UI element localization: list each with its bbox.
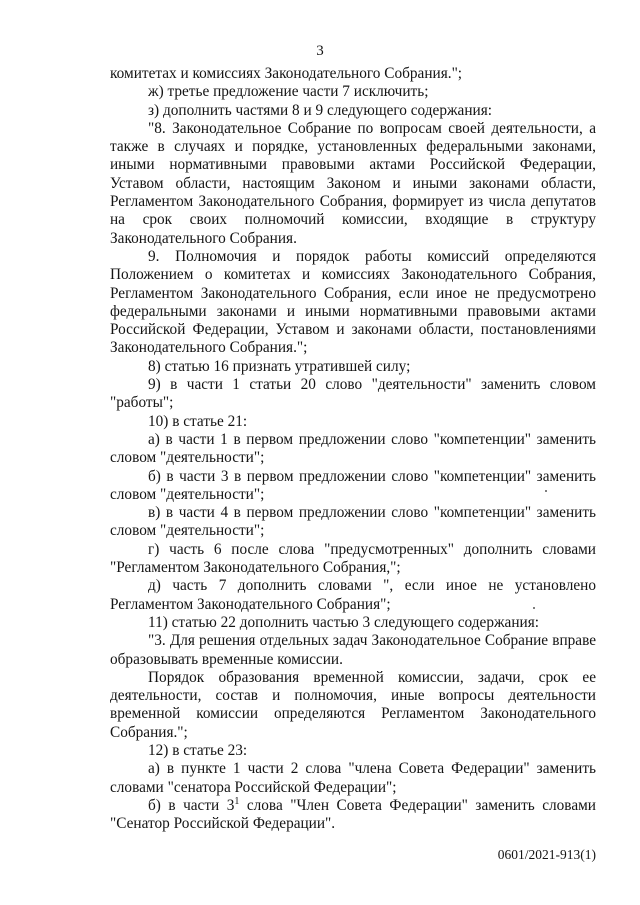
paragraph: Порядок образования временной комиссии, задачи, срок ее деятельности, состав и полномочия, иные вопросы деятельности временной комиссии определяются Регламентом Законодательного Собрания."; <box>110 668 596 741</box>
text-segment: слова "Член Совета Федерации" заменить словами "Сенатор Российской Федерации". <box>110 796 596 833</box>
paragraph: б) в части 3 в первом предложении слово "компетенции" заменить словом "деятельности"; <box>110 467 596 503</box>
paragraph: "3. Для решения отдельных задач Законодательное Собрание вправе образовывать временные комиссии. <box>110 632 596 668</box>
superscript: 1 <box>234 795 240 807</box>
scan-speck <box>545 490 547 492</box>
paragraph: з) дополнить частями 8 и 9 следующего содержания: <box>148 101 492 119</box>
paragraph: 9. Полномочия и порядок работы комиссий определяются Положением о комитетах и комиссиях Законодательного Собрания, Регламентом Законодательного Собрания, если иное не предусмотрено федеральными законами и иными нормативными правовыми актами Российской Федерации, Уставом и законами области, постановлениями Законодательного Собрания."; <box>110 247 596 357</box>
paragraph: а) в пункте 1 части 2 слова "члена Совета Федерации" заменить словами "сенатора Российской Федерации"; <box>110 760 596 796</box>
paragraph: в) в части 4 в первом предложении слово "компетенции" заменить словом "деятельности"; <box>110 504 596 540</box>
paragraph: г) часть 6 после слова "предусмотренных" дополнить словами "Регламентом Законодательного Собрания,"; <box>110 540 596 577</box>
paragraph: 10) в статье 21: <box>148 412 248 430</box>
paragraph: ж) третье предложение части 7 исключить; <box>148 83 429 101</box>
paragraph: 9) в части 1 статьи 20 слово "деятельности" заменить словом "работы"; <box>110 376 596 412</box>
paragraph: д) часть 7 дополнить словами ", если иное не установлено Регламентом Законодательного Собрания"; <box>110 577 596 613</box>
scan-speck <box>533 607 535 609</box>
document-body <box>110 65 596 833</box>
page-number: 3 <box>316 43 324 59</box>
paragraph: а) в части 1 в первом предложении слово "компетенции" заменить словом "деятельности"; <box>110 430 596 467</box>
text-segment: б) в части 3 <box>148 796 235 814</box>
paragraph: 11) статью 22 дополнить частью 3 следующего содержания: <box>148 613 539 631</box>
paragraph: 12) в статье 23: <box>148 741 248 759</box>
paragraph: комитетах и комиссиях Законодательного Собрания."; <box>110 65 463 82</box>
document-code: 0601/2021-913(1) <box>497 847 596 862</box>
paragraph-last <box>110 797 596 834</box>
paragraph: 8) статью 16 признать утратившей силу; <box>148 357 411 375</box>
paragraph: "8. Законодательное Собрание по вопросам своей деятельности, а также в случаях и порядке, установленных федеральными законами, иными нормативными правовыми актами Российской Федерации, Уставом области, настоящим Законом и иными законами области, Регламентом Законодательного Собрания, формирует из числа депутатов на срок своих полномочий комиссии, входящие в структуру Законодательного Собрания. <box>110 119 596 247</box>
